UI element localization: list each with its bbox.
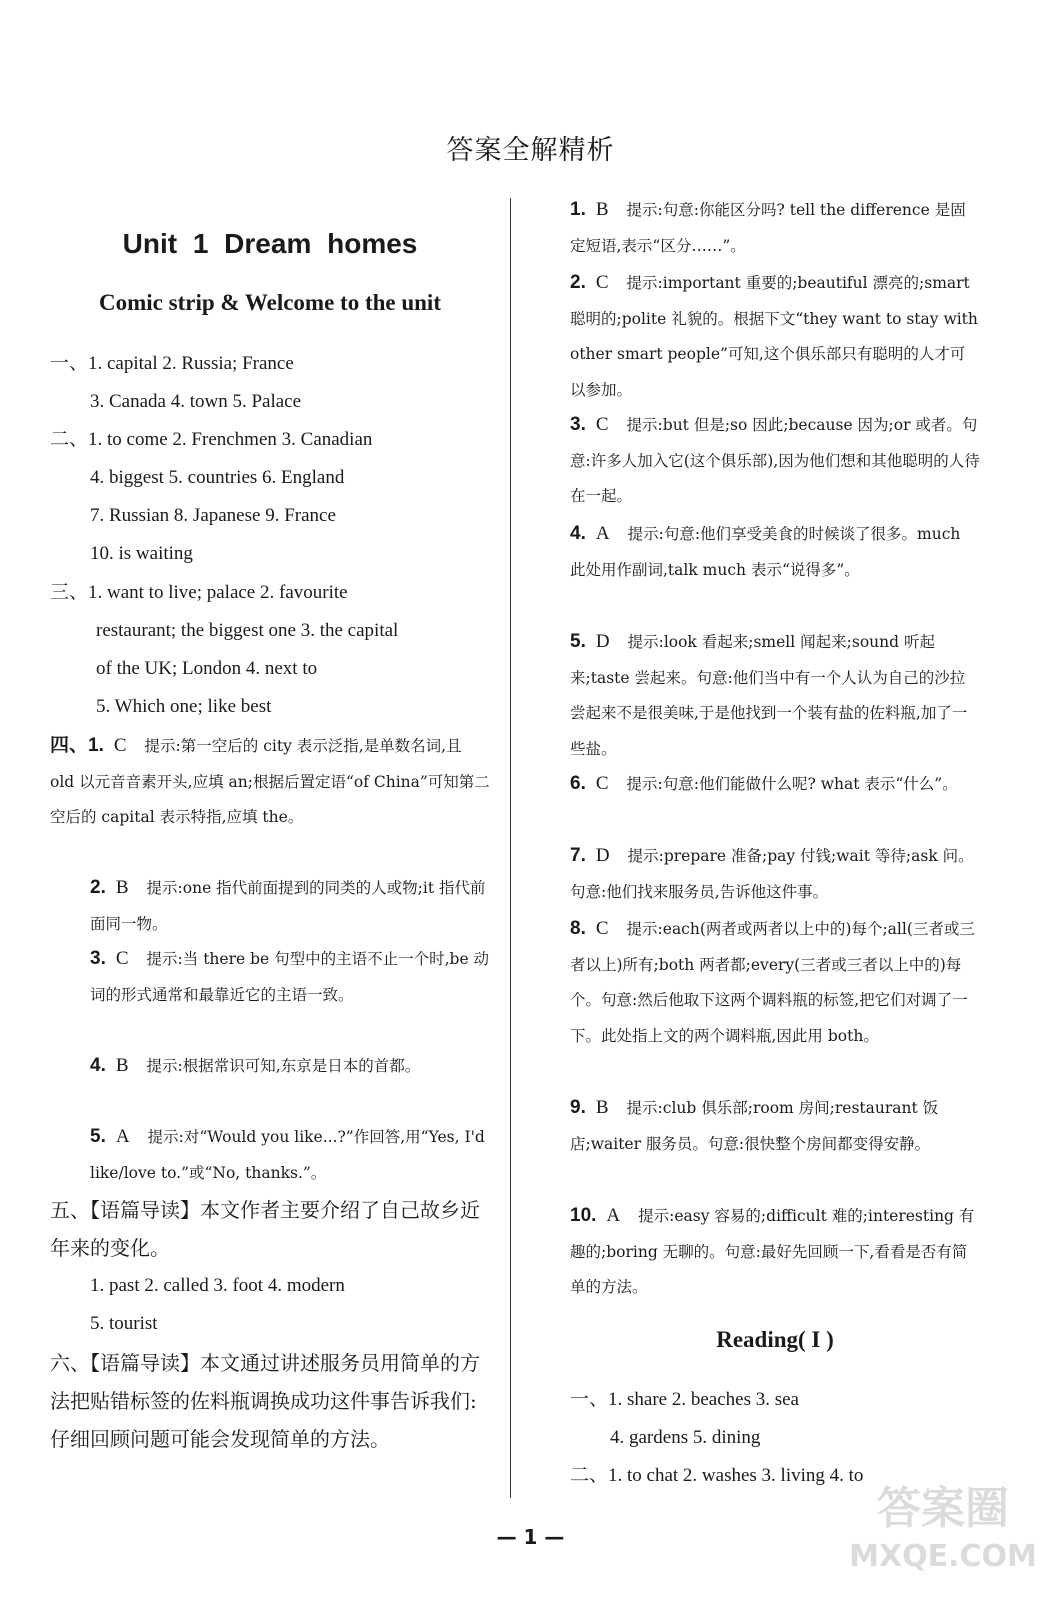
passage-guide: 五、【语篇导读】本文作者主要介绍了自己故乡近年来的变化。 (50, 1198, 480, 1260)
item-option: A (115, 1126, 130, 1147)
watermark-url: MXQE.COM (849, 1539, 1037, 1574)
item-number: 4. (570, 523, 586, 544)
answer-line: 二、1. to come 2. Frenchmen 3. Canadian (50, 429, 373, 450)
answer-line: 5. tourist (90, 1313, 158, 1334)
item-number: 1. (570, 199, 586, 220)
passage-guide: 六、【语篇导读】本文通过讲述服务员用简单的方法把贴错标签的佐料瓶调换成功这件事告诉我们:仔细回顾问题可能会发现简单的方法。 (50, 1351, 480, 1451)
item-number: 2. (90, 877, 106, 898)
page-number: — 1 — (496, 1525, 565, 1549)
item-option: D (595, 845, 610, 866)
item-option: C (595, 773, 609, 794)
answer-line: 4. biggest 5. countries 6. England (90, 467, 345, 488)
item-option: C (115, 948, 129, 969)
page-title: 答案全解精析 (446, 135, 615, 166)
item-option: B (115, 1055, 129, 1076)
item-number: 2. (570, 272, 586, 293)
item-number: 7. (570, 845, 586, 866)
item-explanation: 提示:easy 容易的;difficult 难的;interesting 有趣的;boring 无聊的。句意:最好先回顾一下,看看是否有简单的方法。 (570, 1207, 975, 1296)
item-explanation: 提示:当 there be 句型中的主语不止一个时,be 动词的形式通常和最靠近它的主语一致。 (90, 950, 490, 1004)
question-item (90, 1119, 490, 1191)
item-explanation: 提示:句意:他们能做什么呢? what 表示“什么”。 (626, 775, 958, 793)
answer-line: restaurant; the biggest one 3. the capital (96, 620, 399, 641)
column-divider (510, 198, 511, 1498)
answer-line: 二、1. to chat 2. washes 3. living 4. to (570, 1465, 864, 1486)
item-explanation: 提示:prepare 准备;pay 付钱;wait 等待;ask 问。句意:他们找来服务员,告诉他这件事。 (570, 847, 974, 901)
question-item (570, 766, 980, 803)
item-number: 4. (90, 1055, 106, 1076)
item-option: C (113, 735, 127, 756)
question-item (570, 407, 980, 515)
question-item (570, 838, 980, 910)
answer-line: 一、1. share 2. beaches 3. sea (570, 1389, 799, 1410)
item-number: 9. (570, 1097, 586, 1118)
item-explanation: 提示:look 看起来;smell 闻起来;sound 听起来;taste 尝起来。句意:他们当中有一个人认为自己的沙拉尝起来不是很美味,于是他找到一个装有盐的佐料瓶,加了一些盐。 (570, 633, 968, 758)
item-option: B (595, 199, 609, 220)
question-item (90, 941, 490, 1013)
item-number: 5. (570, 631, 586, 652)
question-item (570, 516, 980, 588)
item-number: 3. (570, 414, 586, 435)
item-number: 3. (90, 948, 106, 969)
item-option: C (595, 272, 609, 293)
answer-line: 3. Canada 4. town 5. Palace (90, 391, 302, 412)
item-number: 6. (570, 773, 586, 794)
question-item (570, 1198, 980, 1306)
reading-section-title: Reading( I ) (716, 1327, 834, 1352)
answer-line: 4. gardens 5. dining (610, 1427, 761, 1448)
item-explanation: 提示:句意:他们享受美食的时候谈了很多。much 此处用作副词,talk much 表示“说得多”。 (570, 525, 961, 579)
watermark-text: 答案圈 (877, 1483, 1009, 1534)
answer-line: 7. Russian 8. Japanese 9. France (90, 505, 336, 526)
item-explanation: 提示:but 但是;so 因此;because 因为;or 或者。句意:许多人加入它(这个俱乐部),因为他们想和其他聪明的人待在一起。 (570, 416, 980, 505)
section-title: Comic strip & Welcome to the unit (99, 290, 441, 315)
question-item (90, 870, 490, 942)
answer-line: 一、1. capital 2. Russia; France (50, 353, 294, 374)
item-explanation: 提示:club 俱乐部;room 房间;restaurant 饭店;waiter 服务员。句意:很快整个房间都变得安静。 (570, 1099, 939, 1153)
item-number: 10. (570, 1205, 597, 1226)
item-explanation: 提示:第一空后的 city 表示泛指,是单数名词,且 old 以元音音素开头,应填 an;根据后置定语“of China”可知第二空后的 capital 表示特指,应填 the。 (50, 737, 490, 826)
item-number: 8. (570, 918, 586, 939)
item-option: A (595, 523, 610, 544)
item-option: C (595, 918, 609, 939)
answer-line: 三、1. want to live; palace 2. favourite (50, 582, 348, 603)
answer-line: of the UK; London 4. next to (96, 658, 318, 679)
question-item (570, 265, 980, 408)
item-number: 四、1. (50, 735, 104, 756)
item-explanation: 提示:each(两者或两者以上中的)每个;all(三者或三者以上)所有;both 两者都;every(三者或三者以上中的)每个。句意:然后他取下这两个调料瓶的标签,把它们对调了一下。此处指上文的两个调料瓶,因此用 both。 (570, 920, 975, 1045)
item-explanation: 提示:句意:你能区分吗? tell the difference 是固定短语,表示“区分……”。 (570, 201, 966, 255)
unit-title: Unit 1 Dream homes (122, 228, 418, 259)
item-option: A (606, 1205, 621, 1226)
answer-line: 10. is waiting (90, 543, 193, 564)
item-explanation: 提示:根据常识可知,东京是日本的首都。 (146, 1057, 421, 1075)
item-explanation: 提示:one 指代前面提到的同类的人或物;it 指代前面同一物。 (90, 879, 486, 933)
item-explanation: 提示:对“Would you like...?”作回答,用“Yes, I'd like/love to.”或“No, thanks.”。 (90, 1128, 485, 1182)
item-option: D (595, 631, 610, 652)
item-option: B (595, 1097, 609, 1118)
item-option: C (595, 414, 609, 435)
question-item (570, 192, 980, 264)
item-number: 5. (90, 1126, 106, 1147)
item-explanation: 提示:important 重要的;beautiful 漂亮的;smart 聪明的;polite 礼貌的。根据下文“they want to stay with other smart people”可知,这个俱乐部只有聪明的人才可以参加。 (570, 274, 978, 399)
question-item (570, 1090, 980, 1162)
question-item (570, 911, 980, 1054)
item-option: B (115, 877, 129, 898)
question-item (90, 1048, 490, 1085)
answer-line: 5. Which one; like best (96, 696, 272, 717)
question-item (50, 728, 490, 836)
watermark-logo (843, 1468, 1043, 1578)
question-item (570, 624, 980, 767)
answer-line: 1. past 2. called 3. foot 4. modern (90, 1275, 345, 1296)
